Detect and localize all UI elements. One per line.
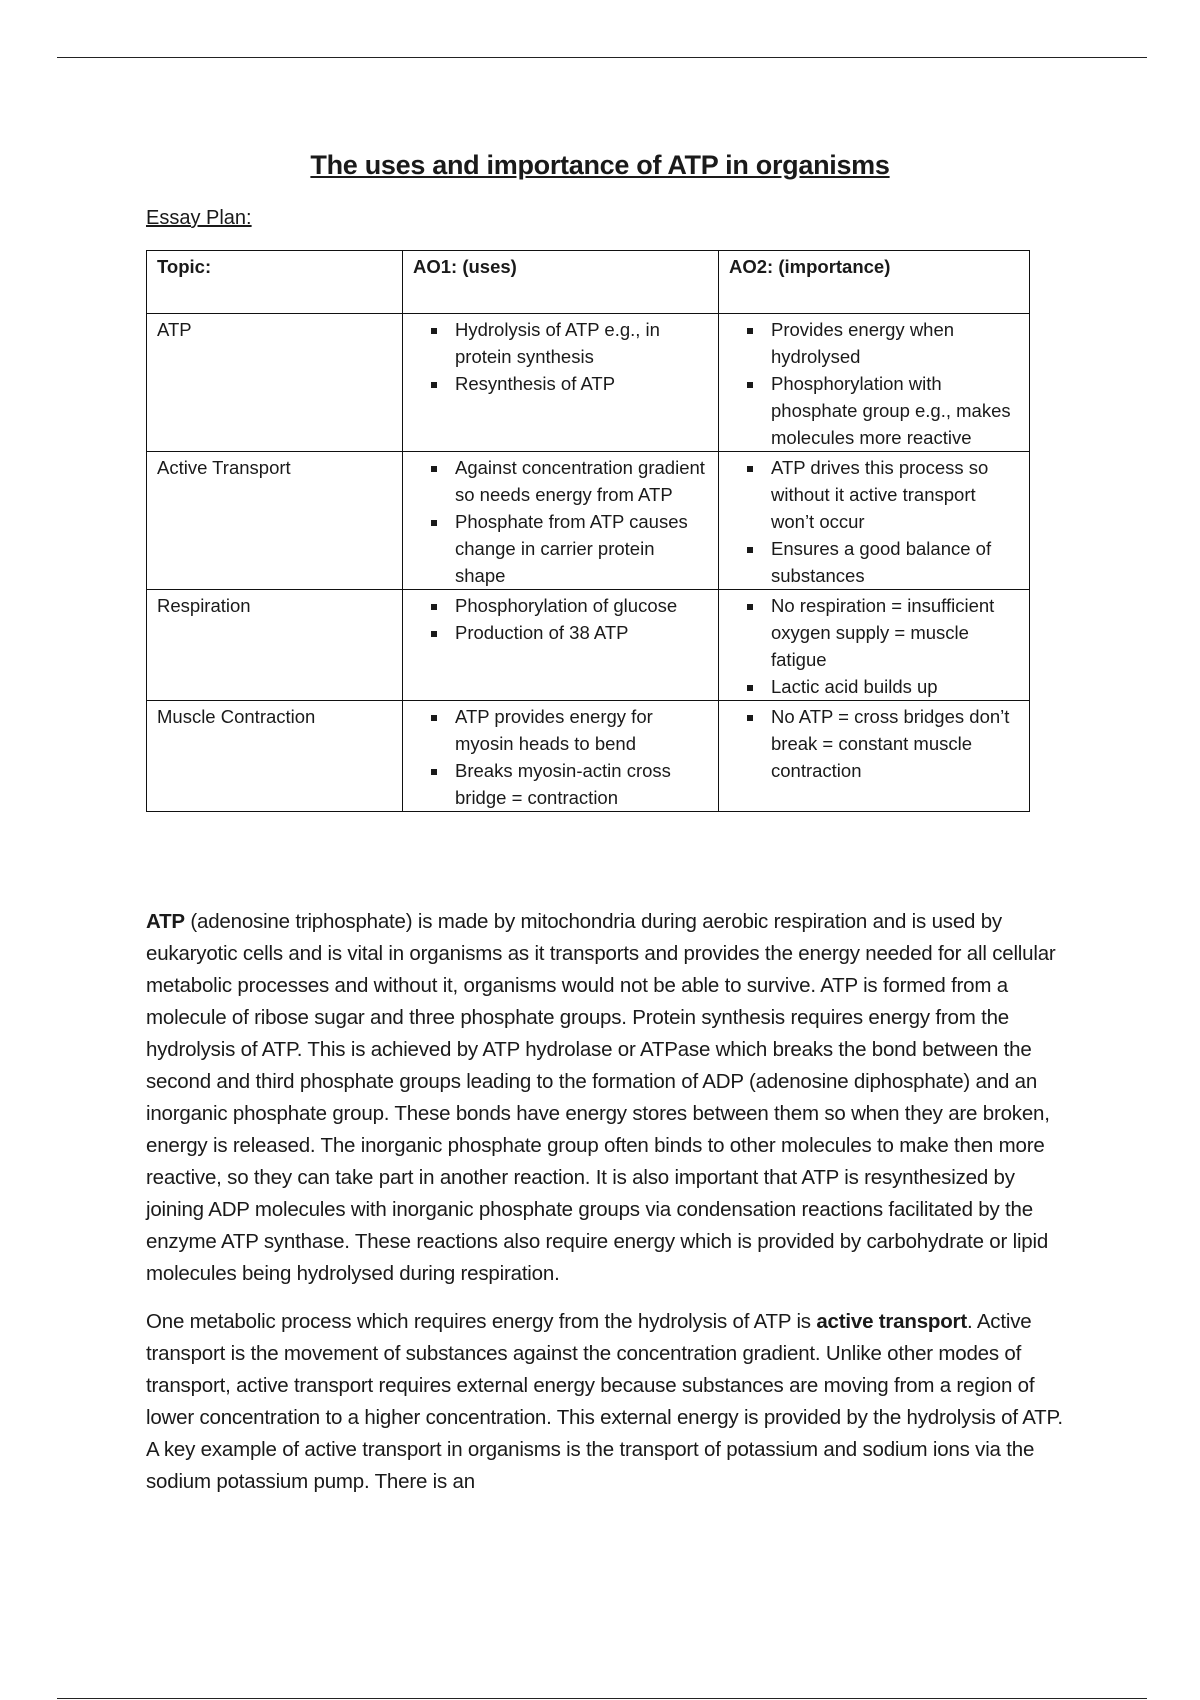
bullet-item: ▪ Hydrolysis of ATP e.g., in protein synthesis (449, 316, 708, 370)
ao1-cell (403, 314, 719, 452)
bullet-item: ▪ Phosphorylation with phosphate group e.g., makes molecules more reactive (765, 370, 1019, 451)
paragraph-2 (146, 1306, 1066, 1498)
paragraph-text: . Active transport is the movement of substances against the concentration gradient. Unlike other modes of transport, active transport requires external energy because substances are moving from a region of lower concentration to a higher concentration. This external energy is provided by the hydrolysis of ATP. A key example of active transport in organisms is the transport of potassium and sodium ions via the sodium potassium pump. There is an (146, 1310, 1063, 1493)
table-row (147, 590, 1030, 701)
essay-plan-table (146, 250, 1030, 812)
table-row (147, 314, 1030, 452)
topic-cell: Respiration (147, 590, 403, 701)
bullet-list (729, 454, 1019, 589)
footer-rule (57, 1698, 1147, 1699)
paragraph-text: (adenosine triphosphate) is made by mitochondria during aerobic respiration and is used by eukaryotic cells and is vital in organisms as it transports and provides the energy needed for all cellular metabolic processes and without it, organisms would not be able to survive. ATP is formed from a molecule of ribose sugar and three phosphate groups. Protein synthesis requires energy from the hydrolysis of ATP. This is achieved by ATP hydrolase or ATPase which breaks the bond between the second and third phosphate groups leading to the formation of ADP (adenosine diphosphate) and an inorganic phosphate group. These bonds have energy stores between them so when they are broken, energy is released. The inorganic phosphate group often binds to other molecules to make then more reactive, so they can take part in another reaction. It is also important that ATP is resynthesized by joining ADP molecules with inorganic phosphate groups via condensation reactions facilitated by the enzyme ATP synthase. These reactions also require energy which is provided by carbohydrate or lipid molecules being hydrolysed during respiration. (146, 910, 1056, 1285)
page-title: The uses and importance of ATP in organisms (310, 150, 890, 180)
bullet-list (729, 592, 1019, 700)
bullet-item: ▪ Phosphorylation of glucose (449, 592, 708, 619)
header-ao2: AO2: (importance) (719, 251, 1030, 314)
bullet-item: ▪ Phosphate from ATP causes change in carrier protein shape (449, 508, 708, 589)
bullet-item: ▪ Provides energy when hydrolysed (765, 316, 1019, 370)
bullet-item: ▪ Production of 38 ATP (449, 619, 708, 646)
paragraph-text: One metabolic process which requires energy from the hydrolysis of ATP is (146, 1310, 817, 1333)
bullet-item: ▪ Resynthesis of ATP (449, 370, 708, 397)
bullet-item: ▪ ATP provides energy for myosin heads to bend (449, 703, 708, 757)
ao1-cell (403, 701, 719, 812)
header-ao1: AO1: (uses) (403, 251, 719, 314)
header-topic: Topic: (147, 251, 403, 314)
ao2-cell (719, 452, 1030, 590)
bullet-list (413, 703, 708, 811)
header-rule (57, 57, 1147, 58)
table-row (147, 452, 1030, 590)
bullet-item: ▪ No ATP = cross bridges don’t break = constant muscle contraction (765, 703, 1019, 784)
bullet-item: ▪ No respiration = insufficient oxygen supply = muscle fatigue (765, 592, 1019, 673)
essay-body (146, 906, 1066, 1514)
bullet-list (413, 454, 708, 589)
bullet-list (729, 703, 1019, 784)
bullet-item: ▪ ATP drives this process so without it active transport won’t occur (765, 454, 1019, 535)
essay-plan-label: Essay Plan: (146, 207, 252, 229)
bullet-list (413, 316, 708, 397)
bold-term: ATP (146, 910, 185, 933)
ao2-cell (719, 590, 1030, 701)
bold-term: active transport (816, 1310, 967, 1333)
topic-cell: Muscle Contraction (147, 701, 403, 812)
paragraph-1 (146, 906, 1066, 1290)
table-row (147, 701, 1030, 812)
ao2-cell (719, 701, 1030, 812)
ao1-cell (403, 452, 719, 590)
bullet-list (413, 592, 708, 646)
topic-cell: Active Transport (147, 452, 403, 590)
ao2-cell (719, 314, 1030, 452)
bullet-list (729, 316, 1019, 451)
bullet-item: ▪ Ensures a good balance of substances (765, 535, 1019, 589)
bullet-item: ▪ Lactic acid builds up (765, 673, 1019, 700)
bullet-item: ▪ Breaks myosin-actin cross bridge = contraction (449, 757, 708, 811)
topic-cell: ATP (147, 314, 403, 452)
bullet-item: ▪ Against concentration gradient so needs energy from ATP (449, 454, 708, 508)
ao1-cell (403, 590, 719, 701)
